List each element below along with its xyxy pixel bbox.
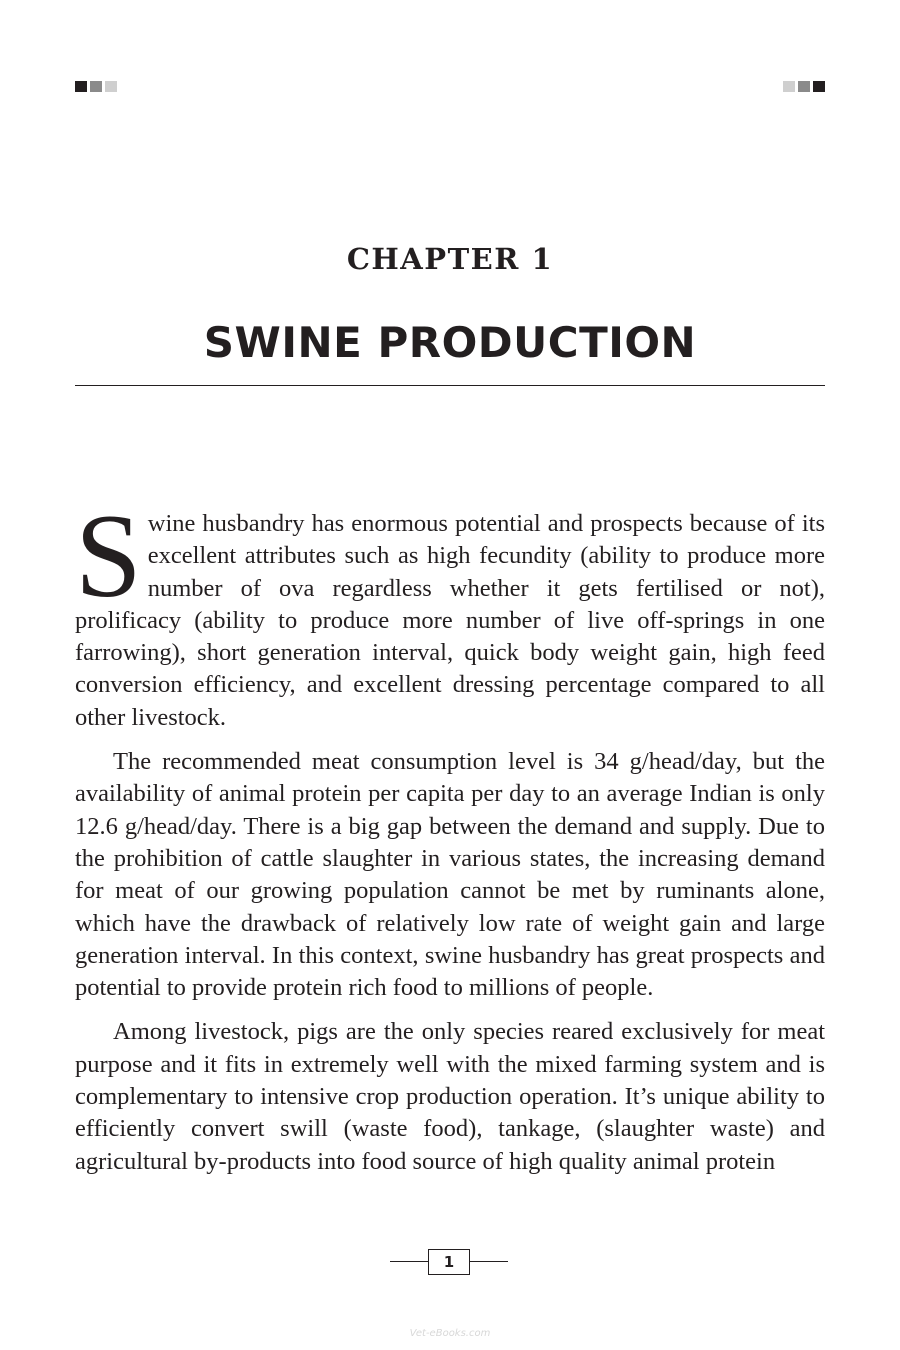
ornament-square (90, 81, 102, 92)
paragraph-1-text: wine husbandry has enormous potential and prospects because of its excellent attributes such as high fecundity (ability to produce more number of ova regardless whether it gets fertilised or not), prolificacy (ability to produce more number of live off-springs in one farrowing), short generation interval, quick body weight gain, high feed conversion efficiency, and excellent dressing percentage compared to all other livestock. (75, 510, 825, 731)
chapter-title: SWINE PRODUCTION (203, 318, 697, 367)
ornament-square (813, 81, 825, 92)
ornament-square (783, 81, 795, 92)
ornament-square (75, 81, 87, 92)
paragraph-1 (75, 489, 825, 734)
drop-cap: S (75, 489, 142, 622)
page-folio (390, 1249, 508, 1275)
watermark: Vet-eBooks.com (409, 1328, 491, 1339)
ornament-square (798, 81, 810, 92)
page-number: 1 (428, 1249, 470, 1275)
folio-rule-right (470, 1261, 508, 1262)
corner-ornament-right (783, 81, 825, 92)
ornament-square (105, 81, 117, 92)
title-rule (75, 385, 825, 386)
chapter-label: CHAPTER 1 (346, 242, 554, 276)
paragraph-2: The recommended meat consumption level is 34 g/head/day, but the availability of animal protein per capita per day to an average Indian is only 12.6 g/head/day. There is a big gap between the demand and supply. Due to the prohibition of cattle slaughter in various states, the increasing demand for meat of our growing population cannot be met by ruminants alone, which have the drawback of relatively low rate of weight gain and large generation interval. In this context, swine husbandry has great prospects and potential to provide protein rich food to millions of people. (75, 748, 825, 1002)
folio-rule-left (390, 1261, 428, 1262)
paragraph-3: Among livestock, pigs are the only species reared exclusively for meat purpose and it fits in extremely well with the mixed farming system and is complementary to intensive crop production operation. It’s unique ability to efficiently convert swill (waste food), tankage, (slaughter waste) and agricultural by-products into food source of high quality animal protein (75, 1018, 825, 1175)
corner-ornament-left (75, 81, 117, 92)
body-text (75, 489, 825, 1190)
